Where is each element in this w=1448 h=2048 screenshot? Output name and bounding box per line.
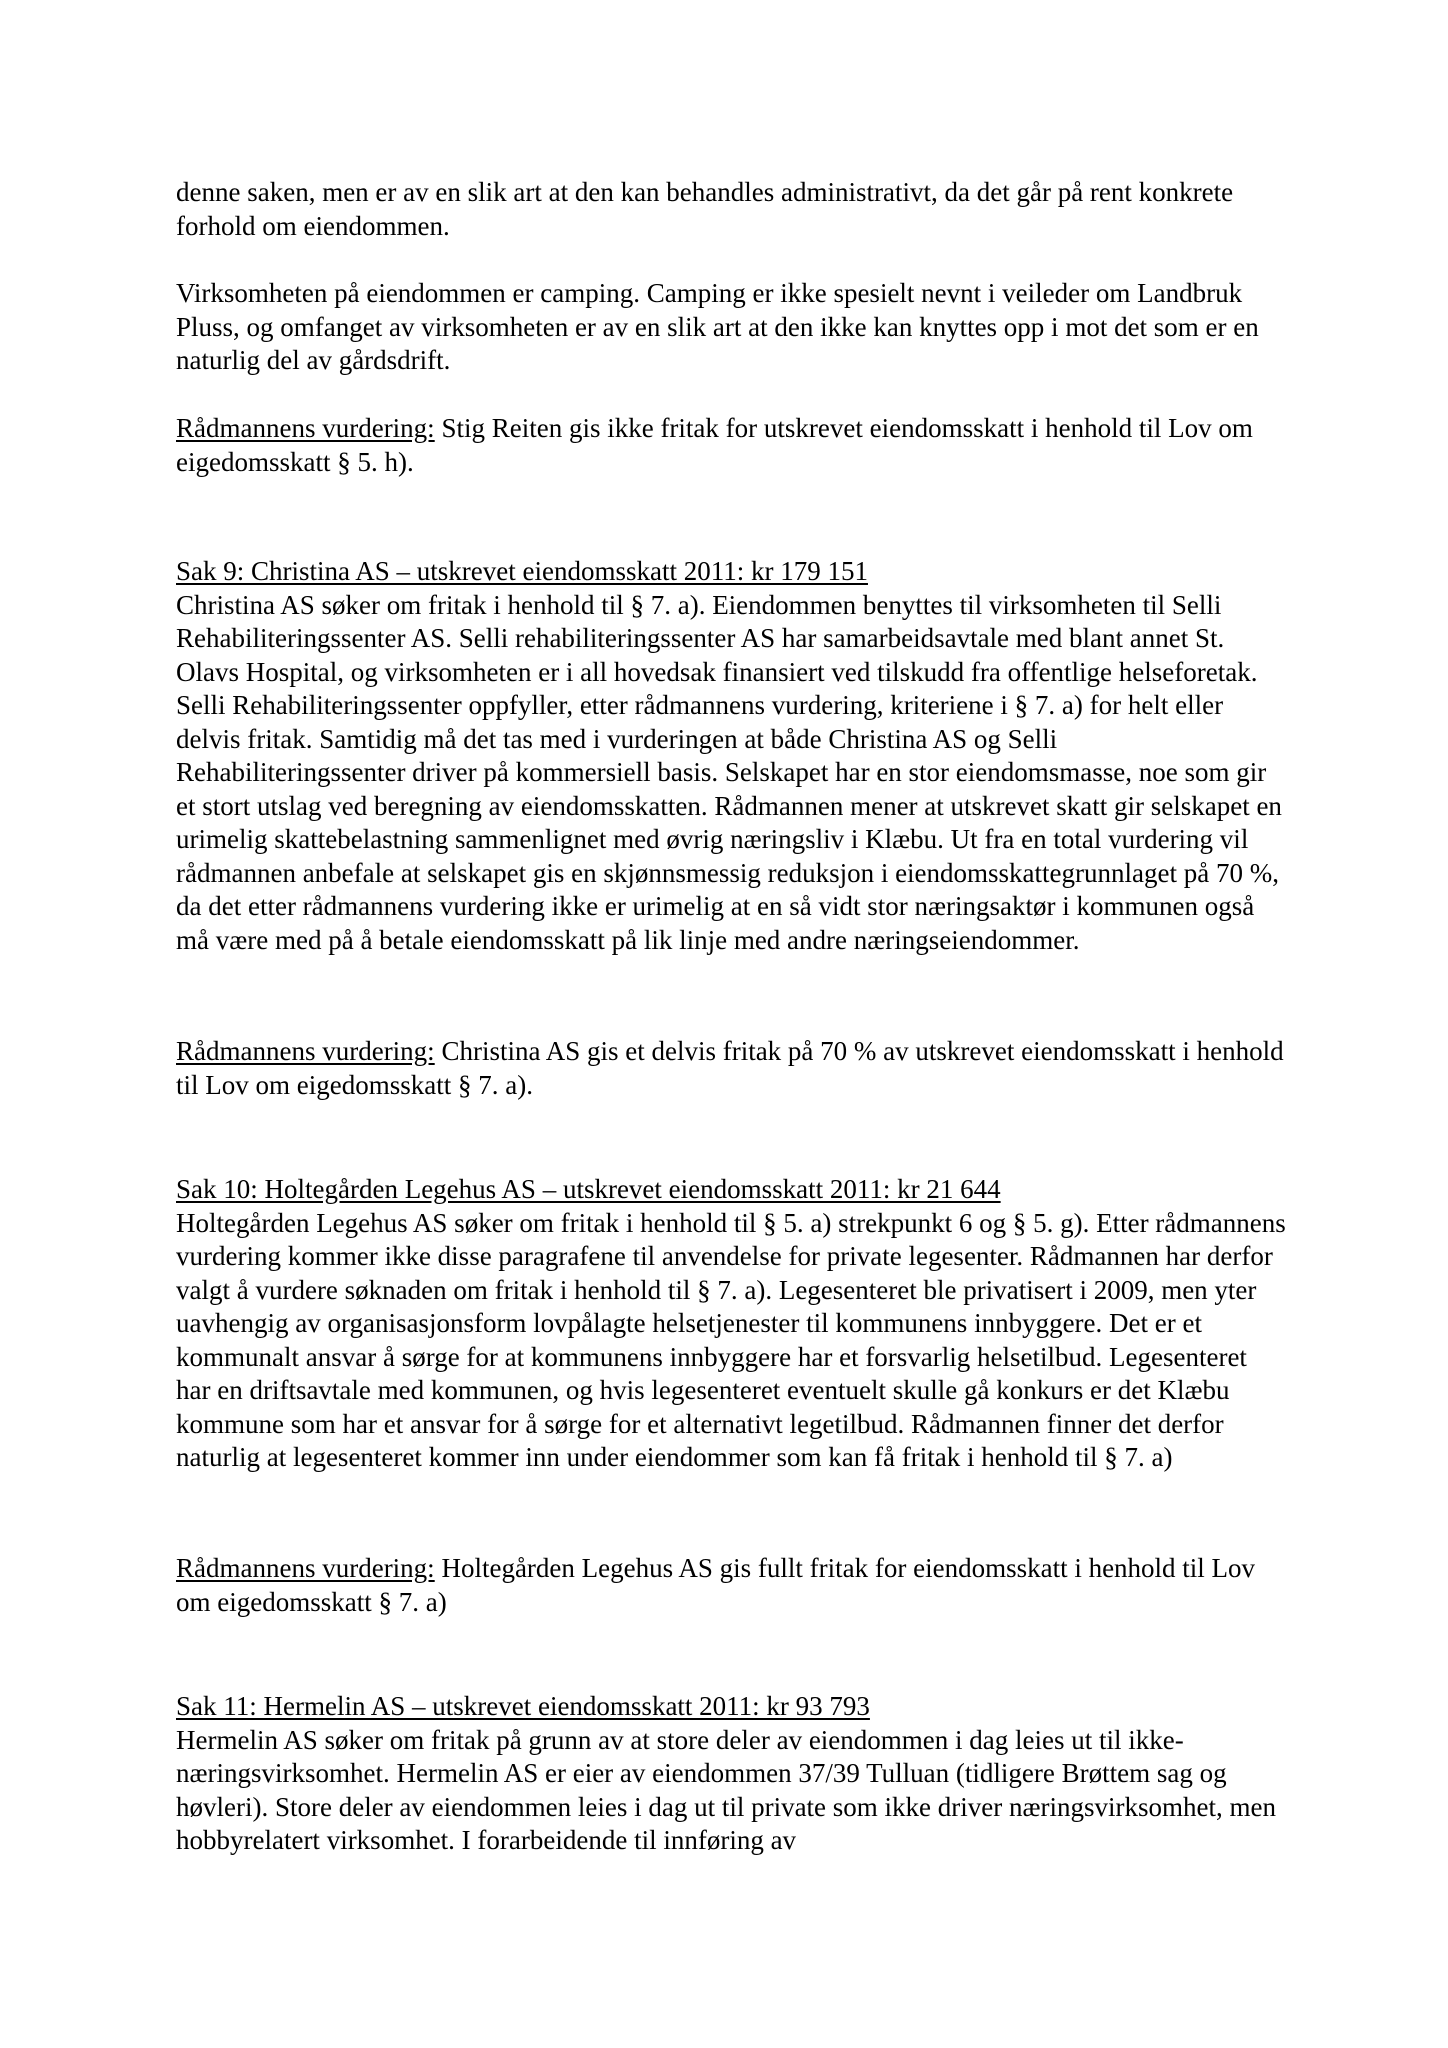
paragraph-text: Virksomheten på eiendommen er camping. Camping er ikke spesielt nevnt i veileder om Landbruk Pluss, og omfanget av virksomheten er av en slik art at den ikke kan knyttes opp i mot det som er en naturlig del av gårdsdrift. <box>176 278 1259 375</box>
verdict-body: Christina AS gis et delvis fritak på 70 % av utskrevet eiendomsskatt i henhold til Lov om eigedomsskatt § 7. a). <box>176 1036 1284 1100</box>
paragraph-intro <box>176 176 1286 243</box>
verdict-body: Stig Reiten gis ikke fritak for utskrevet eiendomsskatt i henhold til Lov om eigedomsskatt § 5. h). <box>176 413 1253 477</box>
verdict-stig-reiten <box>176 412 1286 479</box>
verdict-label: Rådmannens vurdering: <box>176 1553 435 1583</box>
section-heading: Sak 9: Christina AS – utskrevet eiendomsskatt 2011: kr 179 151 <box>176 556 868 586</box>
verdict-label: Rådmannens vurdering: <box>176 413 435 443</box>
section-body: Holtegården Legehus AS søker om fritak i henhold til § 5. a) strekpunkt 6 og § 5. g). Etter rådmannens vurdering kommer ikke disse paragrafene til anvendelse for private legesenter. Rådmannen har derfor valgt å vurdere søknaden om fritak i henhold til § 7. a). Legesenteret ble privatisert i 2009, men yter uavhengig av organisasjonsform lovpålagte helsetjenester til kommunens innbyggere. Det er et kommunalt ansvar å sørge for at kommunens innbyggere har et forsvarlig helsetilbud. Legesenteret har en driftsavtale med kommunen, og hvis legesenteret eventuelt skulle gå konkurs er det Klæbu kommune som har et ansvar for å sørge for et alternativt legetilbud. Rådmannen finner det derfor naturlig at legesenteret kommer inn under eiendommer som kan få fritak i henhold til § 7. a) <box>176 1207 1286 1472</box>
verdict-text <box>176 1552 1286 1619</box>
paragraph-camping <box>176 277 1286 378</box>
verdict-body: Holtegården Legehus AS gis fullt fritak for eiendomsskatt i henhold til Lov om eigedomsskatt § 7. a) <box>176 1553 1256 1617</box>
section-body: Hermelin AS søker om fritak på grunn av at store deler av eiendommen i dag leies ut til ikke-næringsvirksomhet. Hermelin AS er eier av eiendommen 37/39 Tulluan (tidligere Brøttem sag og høvleri). Store deler av eiendommen leies i dag ut til private som ikke driver næringsvirksomhet, men hobbyrelatert virksomhet. I forarbeidende til innføring av <box>176 1724 1276 1855</box>
section-heading: Sak 11: Hermelin AS – utskrevet eiendomsskatt 2011: kr 93 793 <box>176 1691 870 1721</box>
section-body: Christina AS søker om fritak i henhold til § 7. a). Eiendommen benyttes til virksomheten til Selli Rehabiliteringssenter AS. Selli rehabiliteringssenter AS har samarbeidsavtale med blant annet St. Olavs Hospital, og virksomheten er i all hovedsak finansiert ved tilskudd fra offentlige helseforetak. Selli Rehabiliteringssenter oppfyller, etter rådmannens vurdering, kriteriene i § 7. a) for helt eller delvis fritak. Samtidig må det tas med i vurderingen at både Christina AS og Selli Rehabiliteringssenter driver på kommersiell basis. Selskapet har en stor eiendomsmasse, noe som gir et stort utslag ved beregning av eiendomsskatten. Rådmannen mener at utskrevet skatt gir selskapet en urimelig skattebelastning sammenlignet med øvrig næringsliv i Klæbu. Ut fra en total vurdering vil rådmannen anbefale at selskapet gis en skjønnsmessig reduksjon i eiendomsskattegrunnlaget på 70 %, da det etter rådmannens vurdering ikke er urimelig at en så vidt stor næringsaktør i kommunen også må være med på å betale eiendomsskatt på lik linje med andre næringseiendommer. <box>176 589 1282 955</box>
section-sak-11 <box>176 1690 1286 1858</box>
section-heading: Sak 10: Holtegården Legehus AS – utskrevet eiendomsskatt 2011: kr 21 644 <box>176 1174 1001 1204</box>
section-sak-9 <box>176 555 1286 957</box>
verdict-label: Rådmannens vurdering: <box>176 1036 435 1066</box>
verdict-christina <box>176 1035 1286 1102</box>
section-sak-10 <box>176 1173 1286 1475</box>
verdict-text <box>176 412 1286 479</box>
verdict-text <box>176 1035 1286 1102</box>
paragraph-text: denne saken, men er av en slik art at den kan behandles administrativt, da det går på rent konkrete forhold om eiendommen. <box>176 177 1234 241</box>
verdict-holtegarden <box>176 1552 1286 1619</box>
